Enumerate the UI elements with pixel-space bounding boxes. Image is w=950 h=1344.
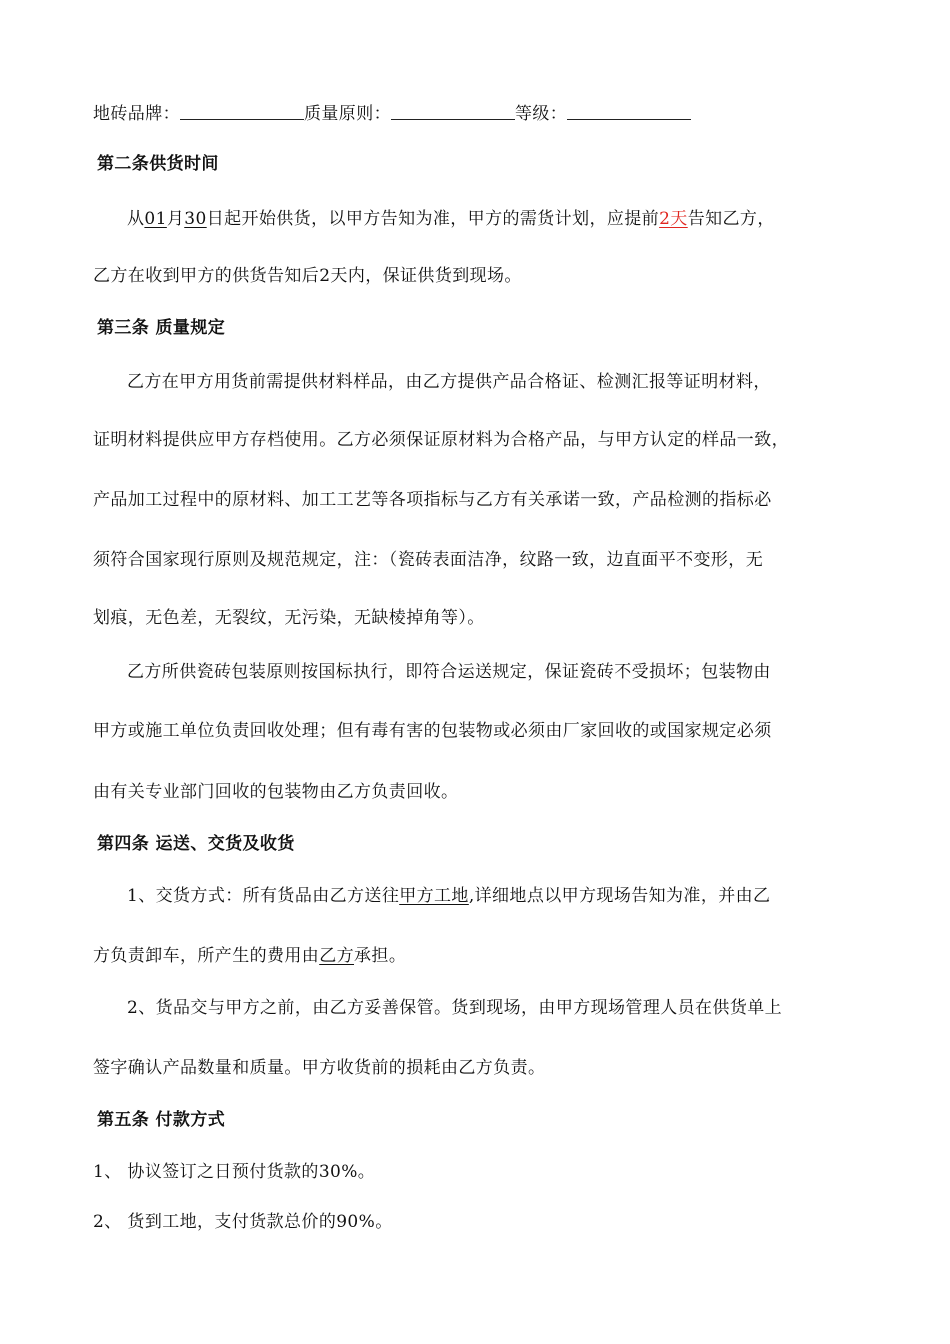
- brand-blank: [180, 105, 304, 120]
- article-5-item-1: 1、 协议签订之日预付货款的30%。: [93, 1162, 376, 1182]
- delivery-place: 甲方工地: [399, 886, 469, 906]
- notice-days: 2天: [659, 209, 688, 229]
- article-3-para-2-line-1: 乙方所供瓷砖包装原则按国标执行，即符合运送规定，保证瓷砖不受损坏；包装物由: [127, 662, 771, 682]
- article-2-line-1: [127, 207, 775, 231]
- text-segment: 从: [127, 209, 145, 229]
- text-segment: 承担。: [354, 946, 407, 966]
- text-segment: 日起开始供货，以甲方告知为准，甲方的需货计划，应提前: [206, 209, 660, 229]
- quality-blank: [391, 105, 515, 120]
- grade-label: 等级：: [515, 104, 568, 124]
- grade-blank: [567, 105, 691, 120]
- article-3-para-1-line-4: 须符合国家现行原则及规范规定，注：（瓷砖表面洁净，纹路一致，边直面平不变形，无: [93, 550, 764, 570]
- article-4-item-2-line-1: 2、货品交与甲方之前，由乙方妥善保管。货到现场，由甲方现场管理人员在供货单上: [127, 998, 783, 1018]
- article-3-para-2-line-3: 由有关专业部门回收的包装物由乙方负责回收。: [93, 782, 459, 802]
- article-3-heading: 第三条 质量规定: [97, 318, 226, 338]
- article-5-item-2: 2、 货到工地，支付货款总价的90%。: [93, 1212, 393, 1232]
- article-3-para-1-line-2: 证明材料提供应甲方存档使用。乙方必须保证原材料为合格产品，与甲方认定的样品一致，: [93, 430, 789, 450]
- article-2-line-2: 乙方在收到甲方的供货告知后2天内，保证供货到现场。: [93, 266, 522, 286]
- article-4-item-1-line-2: [93, 944, 406, 968]
- text-segment: 告知乙方，: [687, 209, 775, 229]
- article-3-para-1-line-5: 划痕，无色差，无裂纹，无污染，无缺棱掉角等）。: [93, 608, 485, 628]
- article-3-para-1-line-1: 乙方在甲方用货前需提供材料样品，由乙方提供产品合格证、检测汇报等证明材料，: [127, 372, 771, 392]
- article-5-heading: 第五条 付款方式: [97, 1110, 226, 1130]
- text-segment: 方负责卸车，所产生的费用由: [93, 946, 320, 966]
- article-3-para-1-line-3: 产品加工过程中的原材料、加工工艺等各项指标与乙方有关承诺一致，产品检测的指标必: [93, 490, 772, 510]
- text-segment: 1、交货方式：所有货品由乙方送往: [127, 886, 400, 906]
- article-4-item-1-line-1: [127, 884, 770, 908]
- article-4-item-2-line-2: 签字确认产品数量和质量。甲方收货前的损耗由乙方负责。: [93, 1058, 546, 1078]
- cost-bearer: 乙方: [319, 946, 355, 966]
- text-segment: ,详细地点以甲方现场告知为准，并由乙: [468, 886, 771, 906]
- article-3-para-2-line-2: 甲方或施工单位负责回收处理；但有毒有害的包装物或必须由厂家回收的或国家规定必须: [93, 721, 772, 741]
- tile-info-line: [93, 102, 691, 126]
- supply-day: 30: [184, 209, 207, 229]
- quality-label: 质量原则：: [304, 104, 391, 124]
- brand-label: 地砖品牌：: [93, 104, 180, 124]
- text-segment: 月: [166, 209, 185, 229]
- article-4-heading: 第四条 运送、交货及收货: [97, 834, 295, 854]
- article-2-heading: 第二条供货时间: [97, 154, 219, 174]
- supply-month: 01: [144, 209, 167, 229]
